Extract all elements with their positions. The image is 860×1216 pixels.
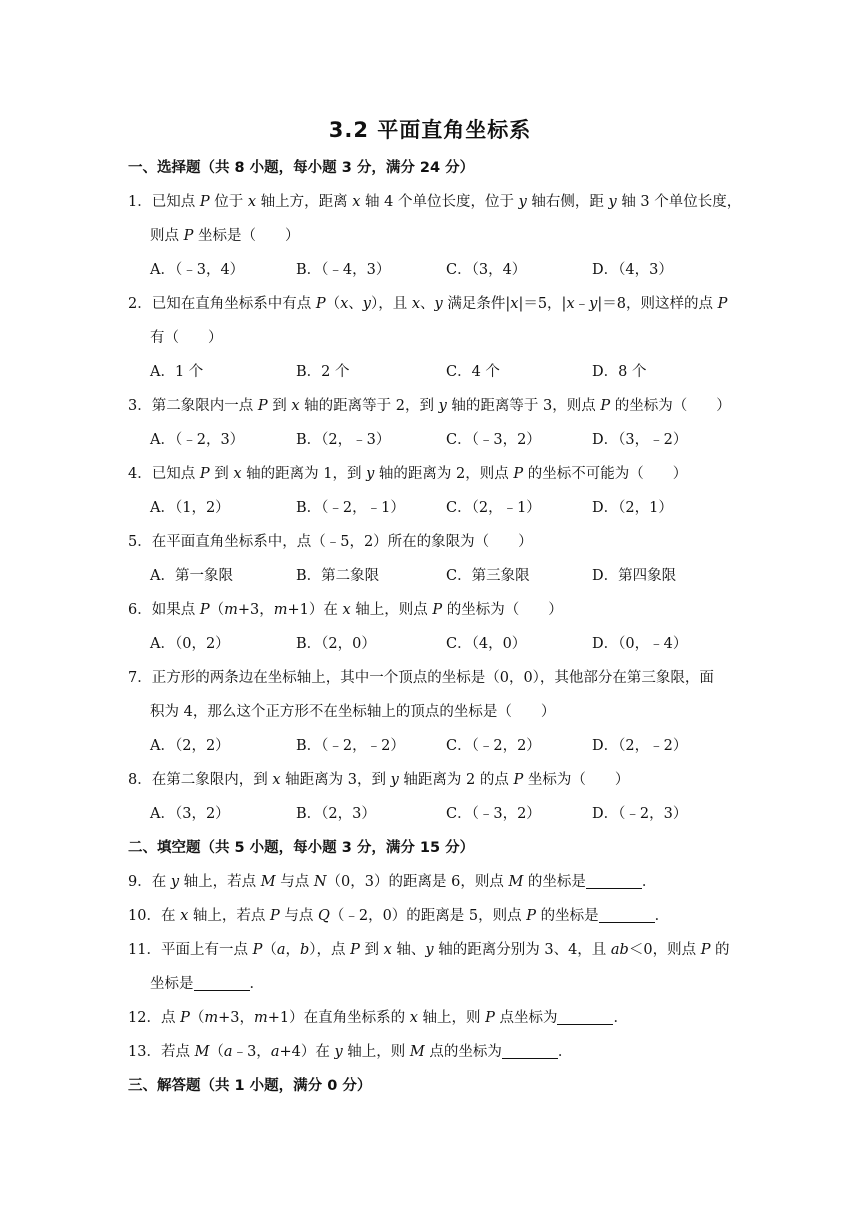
text-fragment: 轴上方，距离 (256, 194, 353, 210)
math-variable: y (362, 296, 371, 312)
question-7-line-1: 7．正方形的两条边在坐标轴上，其中一个顶点的坐标是（0，0），其他部分在第三象限，面 (128, 670, 714, 686)
text-fragment: 轴的距离为 2，则点 (374, 466, 514, 482)
math-variable: P (350, 942, 360, 958)
text-fragment: （ (209, 602, 225, 618)
option-d: D．（3，﹣2） (592, 432, 688, 448)
math-variable: M (508, 874, 524, 890)
math-variable: M (194, 1044, 210, 1060)
text-fragment: 到 (359, 942, 384, 958)
text-fragment: （ (325, 296, 341, 312)
option-b: B．（﹣2，﹣1） (296, 500, 405, 516)
math-variable: m (224, 602, 238, 618)
math-variable: x (291, 398, 300, 414)
question-12-end: ． (613, 1010, 628, 1026)
text-fragment: 轴的距离分别为 3、4，且 (433, 942, 611, 958)
option-a: A．（1，2） (150, 500, 230, 516)
math-variable: y (334, 1044, 343, 1060)
math-variable: x (411, 296, 421, 312)
text-fragment: 的坐标是 (523, 874, 586, 890)
text-fragment: 6．如果点 (128, 602, 200, 618)
text-fragment: 与点 (279, 908, 318, 924)
text-fragment: 的坐标为（ ） (442, 602, 563, 618)
math-variable: y (170, 874, 180, 890)
question-5-line-1: 5．在平面直角坐标系中，点（﹣5，2）所在的象限为（ ） (128, 534, 533, 550)
text-fragment: 13．若点 (128, 1044, 195, 1060)
math-variable: N (313, 874, 327, 890)
text-fragment: ），点 (309, 942, 351, 958)
math-variable: x (247, 194, 257, 210)
text-fragment: 的 (710, 942, 730, 958)
math-variable: y (434, 296, 443, 312)
option-c: C．（﹣2，2） (446, 738, 541, 754)
question-3-line-1 (128, 394, 734, 415)
text-fragment: 轴的距离等于 3，则点 (446, 398, 601, 414)
option-b: B．（﹣4，3） (296, 262, 391, 278)
question-13-line-1 (128, 1040, 734, 1061)
option-d: D．（4，3） (592, 262, 673, 278)
math-variable: y (518, 194, 527, 210)
option-a: A．（2，2） (150, 738, 230, 754)
text-fragment: 3．第二象限内一点 (128, 398, 258, 414)
math-variable: P (432, 602, 443, 618)
text-fragment: ＜0，则点 (628, 942, 701, 958)
text-fragment: 轴上，若点 (188, 908, 270, 924)
text-fragment: 轴上，则 (342, 1044, 410, 1060)
text-fragment: 到 (209, 466, 234, 482)
option-d: D．（0，﹣4） (592, 636, 688, 652)
text-fragment: 到 (267, 398, 292, 414)
text-fragment: 轴距离为 3，到 (280, 772, 391, 788)
text-fragment: +4）在 (279, 1044, 335, 1060)
text-fragment: 与点 (275, 874, 314, 890)
math-variable: y (608, 194, 617, 210)
question-9-text (128, 874, 586, 890)
question-11-line-1 (128, 938, 734, 959)
math-variable: y (438, 398, 447, 414)
math-variable: P (513, 466, 524, 482)
text-fragment: 、 (420, 296, 435, 312)
text-fragment: 轴、 (391, 942, 426, 958)
math-variable: x (566, 296, 575, 312)
text-fragment: 的坐标为（ ） (610, 398, 731, 414)
text-fragment: 轴的距离等于 2，到 (299, 398, 439, 414)
answer-blank[interactable] (194, 976, 250, 991)
math-variable: y (589, 296, 598, 312)
option-b: B．（2，3） (296, 806, 376, 822)
math-variable: a (223, 1044, 233, 1060)
text-fragment: 坐标为（ ） (523, 772, 630, 788)
math-variable: P (257, 398, 268, 414)
text-fragment: 轴上，则 (417, 1010, 486, 1026)
math-variable: P (600, 398, 611, 414)
option-a: A．（﹣2，3） (150, 432, 245, 448)
question-6-line-1 (128, 598, 734, 619)
option-c: C．第三象限 (446, 568, 530, 584)
text-fragment: +1）在直角坐标系的 (267, 1010, 410, 1026)
question-11-line-2 (150, 972, 264, 993)
option-c: C．（4，0） (446, 636, 527, 652)
answer-blank[interactable] (599, 908, 655, 923)
answer-blank[interactable] (502, 1044, 558, 1059)
math-variable: b (299, 942, 310, 958)
text-fragment: 满足条件| (442, 296, 511, 312)
text-fragment: 位于 (209, 194, 248, 210)
question-13-end: ． (557, 1044, 573, 1060)
math-variable: P (513, 772, 524, 788)
question-8-line-1 (128, 768, 734, 789)
text-fragment: 点的坐标为 (424, 1044, 502, 1060)
option-c: C．（﹣3，2） (446, 806, 541, 822)
option-a: A．（0，2） (150, 636, 230, 652)
option-d: D．（﹣2，3） (592, 806, 688, 822)
math-variable: P (700, 942, 711, 958)
option-d: D．8 个 (592, 364, 647, 380)
text-fragment: 轴的距离为 1，到 (241, 466, 367, 482)
text-fragment: （ (189, 1010, 205, 1026)
math-variable: P (717, 296, 728, 312)
text-fragment: ﹣3， (232, 1044, 271, 1060)
text-fragment: 4．已知点 (128, 466, 200, 482)
option-a: A．（3，2） (150, 806, 230, 822)
math-variable: m (273, 602, 288, 618)
question-1-line-1 (128, 190, 742, 211)
math-variable: a (276, 942, 286, 958)
option-d: D．（2，﹣2） (592, 738, 688, 754)
math-variable: y (366, 466, 375, 482)
answer-blank[interactable] (557, 1010, 613, 1025)
text-fragment: 2．已知在直角坐标系中有点 (128, 296, 316, 312)
question-1-line-2 (150, 224, 299, 245)
option-a: A．1 个 (150, 364, 204, 380)
math-variable: P (315, 296, 326, 312)
question-9-line-1 (128, 870, 734, 891)
math-variable: x (233, 466, 242, 482)
question-7-line-2: 积为 4，那么这个正方形不在坐标轴上的顶点的坐标是（ ） (150, 704, 556, 720)
text-fragment: 12．点 (128, 1010, 181, 1026)
text-fragment: 轴右侧，距 (526, 194, 609, 210)
math-variable: P (199, 466, 210, 482)
math-variable: M (260, 874, 276, 890)
math-variable: y (425, 942, 434, 958)
text-fragment: 、 (348, 296, 363, 312)
text-fragment: |＝5，| (518, 296, 567, 312)
option-b: B．（﹣2，﹣2） (296, 738, 405, 754)
text-fragment: 9．在 (128, 874, 171, 890)
math-variable: P (199, 602, 210, 618)
answer-blank[interactable] (586, 874, 642, 889)
option-c: C．（2，﹣1） (446, 500, 541, 516)
text-fragment: 11．平面上有一点 (128, 942, 253, 958)
math-variable: P (180, 1010, 190, 1026)
option-a: A．（﹣3，4） (150, 262, 245, 278)
option-d: D．第四象限 (592, 568, 677, 584)
text-fragment: 轴距离为 2 的点 (398, 772, 514, 788)
question-10-text (128, 908, 599, 924)
question-12-text (128, 1010, 557, 1026)
option-b: B．2 个 (296, 364, 350, 380)
question-11-text: 坐标是 (150, 976, 194, 992)
text-fragment: ），且 (371, 296, 412, 312)
question-2-line-1 (128, 292, 734, 313)
math-variable: x (510, 296, 519, 312)
text-fragment: （0，3）的距离是 6，则点 (326, 874, 509, 890)
text-fragment: 轴 4 个单位长度，位于 (360, 194, 519, 210)
question-11-end: ． (249, 976, 264, 992)
text-fragment: 的坐标不可能为（ ） (523, 466, 688, 482)
text-fragment: 的坐标是 (536, 908, 599, 924)
option-c: C．（3，4） (446, 262, 527, 278)
math-variable: x (409, 1010, 418, 1026)
text-fragment: 轴 3 个单位长度， (616, 194, 742, 210)
question-10-line-1 (128, 904, 734, 925)
math-variable: P (485, 1010, 495, 1026)
text-fragment: +3， (237, 602, 274, 618)
question-10-end: ． (654, 908, 670, 924)
text-fragment: 轴上，若点 (179, 874, 261, 890)
option-c: C．（﹣3，2） (446, 432, 541, 448)
question-4-line-1 (128, 462, 734, 483)
text-fragment: 则点 (150, 228, 184, 244)
math-variable: x (352, 194, 361, 210)
page-title: 3.2 平面直角坐标系 (328, 118, 532, 142)
text-fragment: （﹣2，0）的距离是 5，则点 (329, 908, 527, 924)
math-variable: a (270, 1044, 280, 1060)
text-fragment: 1．已知点 (128, 194, 200, 210)
question-13-text (128, 1044, 502, 1060)
text-fragment: 8．在第二象限内，到 (128, 772, 273, 788)
math-variable: m (253, 1010, 268, 1026)
math-variable: P (199, 194, 210, 210)
text-fragment: +1）在 (287, 602, 343, 618)
option-b: B．第二象限 (296, 568, 380, 584)
text-fragment: 10．在 (128, 908, 181, 924)
text-fragment: （ (209, 1044, 224, 1060)
option-c: C．4 个 (446, 364, 500, 380)
text-fragment: 坐标是（ ） (193, 228, 300, 244)
text-fragment: ， (285, 942, 300, 958)
math-variable: x (342, 602, 351, 618)
question-12-line-1 (128, 1006, 734, 1027)
math-variable: x (340, 296, 349, 312)
option-a: A．第一象限 (150, 568, 233, 584)
text-fragment: 轴上，则点 (350, 602, 433, 618)
section-heading-fill: 二、填空题（共 5 小题，每小题 3 分，满分 15 分） (128, 840, 475, 856)
math-variable: P (269, 908, 280, 924)
math-variable: P (252, 942, 263, 958)
math-variable: M (409, 1044, 425, 1060)
math-variable: P (526, 908, 537, 924)
option-b: B．（2，﹣3） (296, 432, 391, 448)
text-fragment: +3， (218, 1010, 254, 1026)
text-fragment: ﹣ (574, 296, 590, 312)
math-variable: x (180, 908, 189, 924)
option-b: B．（2，0） (296, 636, 376, 652)
question-2-line-2: 有（ ） (150, 330, 223, 346)
text-fragment: （ (262, 942, 277, 958)
math-variable: x (272, 772, 281, 788)
question-9-end: ． (641, 874, 657, 890)
section-heading-choice: 一、选择题（共 8 小题，每小题 3 分，满分 24 分） (128, 160, 475, 176)
math-variable: ab (610, 942, 629, 958)
math-variable: P (183, 228, 194, 244)
text-fragment: |＝8，则这样的点 (597, 296, 718, 312)
text-fragment: 点坐标为 (494, 1010, 558, 1026)
math-variable: m (204, 1010, 219, 1026)
math-variable: y (390, 772, 399, 788)
option-d: D．（2，1） (592, 500, 673, 516)
math-variable: Q (317, 908, 330, 924)
math-variable: x (383, 942, 392, 958)
section-heading-solve: 三、解答题（共 1 小题，满分 0 分） (128, 1078, 372, 1094)
